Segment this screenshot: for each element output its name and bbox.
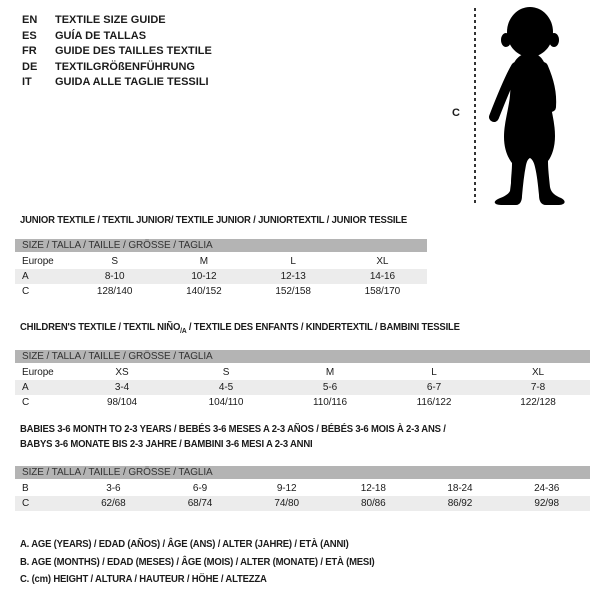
- table-cell: 3-4: [70, 380, 174, 395]
- table-cell: 98/104: [107, 397, 137, 408]
- table-cell: 8-10: [70, 269, 159, 284]
- title-text: JUNIOR TEXTILE / TEXTIL JUNIOR/ TEXTILE JUNIOR / JUNIORTEXTIL / JUNIOR TESSILE: [20, 215, 408, 226]
- babies-size-table: [15, 466, 590, 511]
- language-label: TEXTILE SIZE GUIDE: [55, 14, 166, 26]
- table-cell: 158/170: [364, 286, 401, 297]
- language-label: GUIDE DES TAILLES TEXTILE: [55, 45, 212, 57]
- legend-line: C. (cm) HEIGHT / ALTURA / HAUTEUR / HÖHE / ALTEZZA: [20, 574, 267, 585]
- size-header-label: SIZE / TALLA / TAILLE / GRÖSSE / TAGLIA: [15, 350, 590, 365]
- language-code: EN: [22, 14, 38, 26]
- row-label: C: [22, 397, 30, 408]
- table-cell: 24-36: [534, 483, 560, 494]
- table-cell: XL: [376, 256, 389, 267]
- table-row: [15, 365, 590, 380]
- section-childrens-textile: [15, 321, 600, 410]
- row-label: Europe: [22, 256, 54, 267]
- table-cell: 122/128: [520, 397, 556, 408]
- table-cell: M: [199, 256, 208, 267]
- childrens-size-table: [15, 350, 590, 410]
- title-text: / TEXTILE DES ENFANTS / KINDERTEXTIL / BAMBINI TESSILE: [186, 322, 460, 333]
- section-babies-textile: [15, 423, 600, 511]
- baby-figure: [0, 0, 600, 215]
- junior-size-table: [15, 239, 427, 299]
- size-header-row: [15, 350, 590, 365]
- table-cell: 14-16: [338, 269, 427, 284]
- table-cell: 4-5: [174, 380, 278, 395]
- table-cell: 62/68: [70, 496, 157, 511]
- table-cell: 74/80: [243, 496, 330, 511]
- size-header-label: SIZE / TALLA / TAILLE / GRÖSSE / TAGLIA: [15, 239, 427, 254]
- table-cell: L: [431, 367, 437, 378]
- size-header-row: [15, 466, 590, 481]
- language-code: DE: [22, 60, 38, 73]
- row-label: C: [22, 286, 30, 297]
- table-row: [15, 395, 590, 410]
- language-code: ES: [22, 29, 37, 42]
- table-row: [15, 269, 427, 284]
- legend-line: A. AGE (YEARS) / EDAD (AÑOS) / ÂGE (ANS) / ALTER (JAHRE) / ETÀ (ANNI): [20, 539, 349, 550]
- table-cell: 12-13: [249, 269, 338, 284]
- table-cell: L: [290, 256, 296, 267]
- table-title-line: [20, 321, 571, 340]
- table-cell: S: [111, 256, 118, 267]
- table-row: [15, 254, 427, 269]
- table-row: [15, 481, 590, 496]
- table-title: [20, 321, 571, 340]
- table-title-line: [20, 438, 571, 453]
- table-cell: 116/122: [416, 397, 452, 408]
- size-header-label: SIZE / TALLA / TAILLE / GRÖSSE / TAGLIA: [15, 466, 590, 481]
- size-header-row: [15, 239, 427, 254]
- title-text: BABYS 3-6 MONATE BIS 2-3 JAHRE / BAMBINI 3-6 MESI A 2-3 ANNI: [20, 438, 313, 450]
- language-code: IT: [22, 76, 32, 88]
- table-cell: 68/74: [157, 496, 244, 511]
- table-cell: 152/158: [275, 286, 311, 297]
- language-code: FR: [22, 45, 37, 57]
- table-cell: 10-12: [159, 269, 248, 284]
- table-cell: XS: [115, 367, 129, 378]
- measurement-legend: [20, 536, 375, 589]
- table-cell: 110/116: [313, 397, 347, 408]
- table-cell: M: [325, 367, 335, 378]
- table-title: [20, 214, 571, 229]
- table-row: [15, 496, 590, 511]
- row-label: B: [22, 483, 29, 494]
- table-cell: 18-24: [447, 483, 473, 494]
- toddler-silhouette-icon: [483, 5, 573, 207]
- table-cell: 7-8: [486, 380, 590, 395]
- table-cell: 5-6: [278, 380, 382, 395]
- height-measure-dotted-line: [474, 8, 476, 206]
- table-cell: 6-9: [192, 483, 208, 494]
- table-cell: 6-7: [382, 380, 486, 395]
- language-label: GUÍA DE TALLAS: [55, 29, 147, 42]
- language-label: GUIDA ALLE TAGLIE TESSILI: [55, 76, 209, 88]
- table-cell: XL: [531, 367, 545, 378]
- table-cell: 140/152: [186, 286, 222, 297]
- table-title-line: [20, 214, 571, 229]
- table-cell: 104/110: [208, 397, 244, 408]
- row-label: Europe: [22, 367, 54, 378]
- section-junior-textile: [15, 214, 600, 299]
- height-measure-label: C: [452, 107, 460, 119]
- table-cell: 3-6: [106, 483, 121, 494]
- table-row: [15, 284, 427, 299]
- row-label: C: [15, 496, 70, 511]
- table-cell: 80/86: [330, 496, 417, 511]
- table-cell: 128/140: [96, 286, 133, 297]
- table-cell: 12-18: [360, 483, 386, 494]
- table-cell: 92/98: [503, 496, 590, 511]
- table-cell: 86/92: [417, 496, 504, 511]
- table-title: [20, 423, 571, 452]
- table-cell: S: [222, 367, 230, 378]
- legend-line: B. AGE (MONTHS) / EDAD (MESES) / ÂGE (MOIS) / ALTER (MONATE) / ETÀ (MESI): [20, 556, 375, 568]
- table-row: [15, 380, 590, 395]
- title-text: BABIES 3-6 MONTH TO 2-3 YEARS / BEBÉS 3-6 MESES A 2-3 AÑOS / BÉBÉS 3-6 MOIS À 2-3 ANS /: [20, 424, 446, 435]
- table-cell: 9-12: [276, 483, 297, 494]
- table-title-line: [20, 423, 571, 438]
- title-text: CHILDREN'S TEXTILE / TEXTIL NIÑO: [20, 322, 181, 333]
- language-label: TEXTILGRÖßENFÜHRUNG: [55, 60, 195, 73]
- row-label: A: [15, 269, 70, 284]
- row-label: A: [15, 380, 70, 395]
- title-text: /A: [180, 328, 187, 335]
